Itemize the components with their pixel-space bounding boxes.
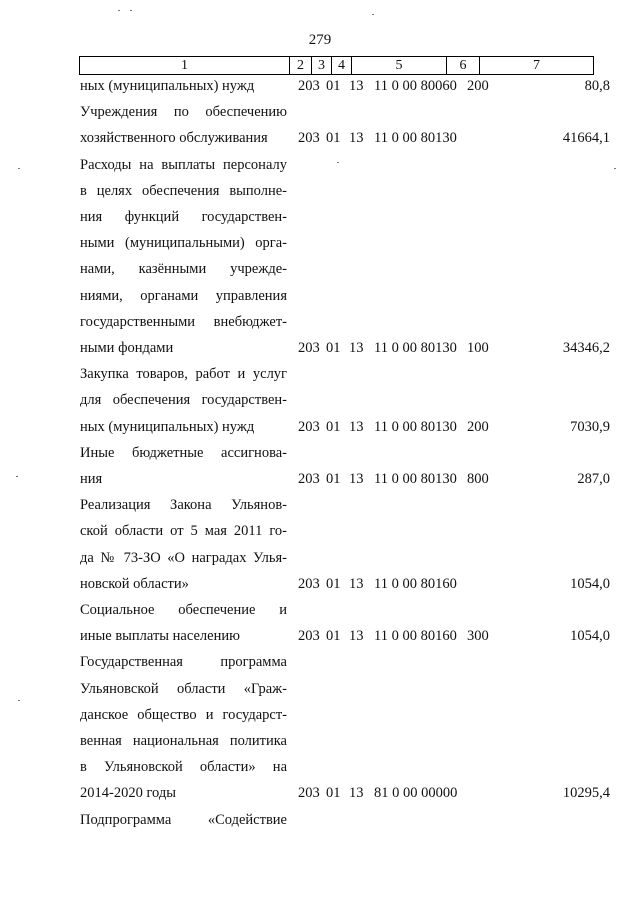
row-c7-value: 41664,1 (562, 130, 610, 147)
row-description: в целях обеспечения выполне- (80, 182, 287, 199)
table-row (0, 598, 640, 622)
row-description: иные выплаты населению (80, 628, 240, 645)
column-header-7: 7 (480, 57, 594, 75)
scan-speck (130, 10, 132, 11)
table-row (0, 153, 640, 177)
table-row (0, 336, 640, 360)
row-c3-value: 01 (326, 418, 341, 435)
table-row (0, 650, 640, 674)
row-c2-value: 203 (298, 418, 320, 435)
table-row (0, 546, 640, 570)
row-description: данское общество и государст- (80, 706, 287, 723)
row-c6-value: 300 (467, 628, 489, 645)
table-row (0, 677, 640, 701)
table-row (0, 624, 640, 648)
row-c5-value: 11 0 00 80130 (374, 130, 457, 147)
column-header-6: 6 (447, 57, 480, 75)
row-description: ния (80, 471, 103, 487)
row-description: Реализация Закона Ульянов- (80, 497, 287, 514)
scan-speck (614, 168, 616, 169)
row-c5-value: 11 0 00 80160 (374, 628, 457, 645)
row-description: в Ульяновской области» на (80, 759, 287, 776)
scan-speck (18, 168, 20, 169)
column-header-4: 4 (332, 57, 352, 75)
row-c6-value: 100 (467, 340, 489, 356)
row-c3-value: 01 (326, 78, 341, 94)
row-c4-value: 13 (349, 78, 364, 94)
row-c5-value: 11 0 00 80060 (374, 78, 457, 94)
row-description: Закупка товаров, работ и услуг (80, 366, 287, 383)
scan-speck (337, 162, 339, 163)
row-description: Социальное обеспечение и (80, 602, 287, 618)
row-c3-value: 01 (326, 340, 341, 356)
table-row (0, 310, 640, 334)
table-row (0, 755, 640, 779)
row-c5-value: 11 0 00 80160 (374, 575, 457, 592)
row-description: Государственная программа (80, 654, 287, 671)
row-c2-value: 203 (298, 340, 320, 356)
row-description: ных (муниципальных) нужд (80, 78, 255, 94)
row-c3-value: 01 (326, 130, 341, 147)
row-c5-value: 81 0 00 00000 (374, 785, 458, 802)
table-row (0, 729, 640, 753)
row-c3-value: 01 (326, 628, 341, 645)
row-description: Учреждения по обеспечению (80, 104, 287, 121)
table-row (0, 703, 640, 727)
table-row (0, 205, 640, 229)
page-number: 279 (308, 32, 332, 48)
row-c3-value: 01 (326, 785, 341, 802)
column-header-2: 2 (290, 57, 312, 75)
row-c6-value: 800 (467, 471, 489, 487)
scan-speck (18, 700, 20, 701)
row-c4-value: 13 (349, 130, 364, 147)
row-description: ными (муниципальными) орга- (80, 235, 287, 252)
row-description: ных (муниципальных) нужд (80, 418, 255, 435)
table-row (0, 808, 640, 832)
table-row (0, 179, 640, 203)
row-description: ными фондами (80, 340, 174, 356)
row-description: хозяйственного обслуживания (80, 130, 268, 147)
row-description: нами, казёнными учрежде- (80, 261, 287, 278)
column-header-5: 5 (352, 57, 447, 75)
row-description: 2014-2020 годы (80, 785, 176, 802)
scan-speck (118, 10, 120, 11)
row-description: ниями, органами управления (80, 287, 287, 304)
column-header-row (80, 57, 594, 75)
row-c7-value: 34346,2 (562, 340, 610, 356)
row-c4-value: 13 (349, 471, 364, 487)
row-c6-value: 200 (467, 418, 489, 435)
row-c2-value: 203 (298, 471, 320, 487)
row-c4-value: 13 (349, 785, 364, 802)
row-c2-value: 203 (298, 130, 320, 147)
row-description: новской области» (80, 575, 189, 592)
row-c2-value: 203 (298, 78, 320, 94)
row-c4-value: 13 (349, 628, 364, 645)
row-c7-value: 1054,0 (570, 628, 610, 645)
table-row (0, 388, 640, 412)
row-c3-value: 01 (326, 471, 341, 487)
scan-speck (16, 476, 18, 477)
row-c3-value: 01 (326, 575, 341, 592)
row-c5-value: 11 0 00 80130 (374, 340, 457, 356)
row-c7-value: 287,0 (577, 471, 610, 487)
table-row (0, 572, 640, 596)
table-row (0, 284, 640, 308)
table-row (0, 257, 640, 281)
table-row (0, 74, 640, 98)
table-row (0, 231, 640, 255)
column-header-table (79, 56, 594, 75)
row-description: ской области от 5 мая 2011 го- (80, 523, 287, 540)
table-row (0, 441, 640, 465)
row-c2-value: 203 (298, 575, 320, 592)
row-c2-value: 203 (298, 785, 320, 802)
table-row (0, 493, 640, 517)
row-c7-value: 10295,4 (562, 785, 610, 802)
table-row (0, 415, 640, 439)
row-c5-value: 11 0 00 80130 (374, 471, 457, 487)
row-description: государственными внебюджет- (80, 313, 287, 330)
row-description: да № 73-ЗО «О наградах Улья- (80, 549, 287, 566)
row-description: Расходы на выплаты персоналу (80, 156, 287, 173)
row-c7-value: 80,8 (584, 78, 610, 94)
scan-speck (372, 14, 374, 15)
row-description: Иные бюджетные ассигнова- (80, 444, 287, 461)
row-c4-value: 13 (349, 340, 364, 356)
row-c6-value: 200 (467, 78, 489, 94)
table-row (0, 362, 640, 386)
row-description: ния функций государствен- (80, 209, 287, 225)
row-description: венная национальная политика (80, 733, 287, 749)
row-c5-value: 11 0 00 80130 (374, 418, 457, 435)
row-description: Подпрограмма «Содействие (80, 811, 287, 828)
column-header-1: 1 (80, 57, 290, 75)
table-row (0, 781, 640, 805)
row-c4-value: 13 (349, 575, 364, 592)
row-c2-value: 203 (298, 628, 320, 645)
table-row (0, 100, 640, 124)
table-row (0, 519, 640, 543)
row-c7-value: 7030,9 (570, 418, 610, 435)
column-header-3: 3 (312, 57, 332, 75)
row-description: для обеспечения государствен- (80, 392, 287, 409)
row-description: Ульяновской области «Граж- (80, 680, 287, 697)
table-row (0, 467, 640, 491)
table-row (0, 126, 640, 150)
row-c4-value: 13 (349, 418, 364, 435)
row-c7-value: 1054,0 (570, 575, 610, 592)
